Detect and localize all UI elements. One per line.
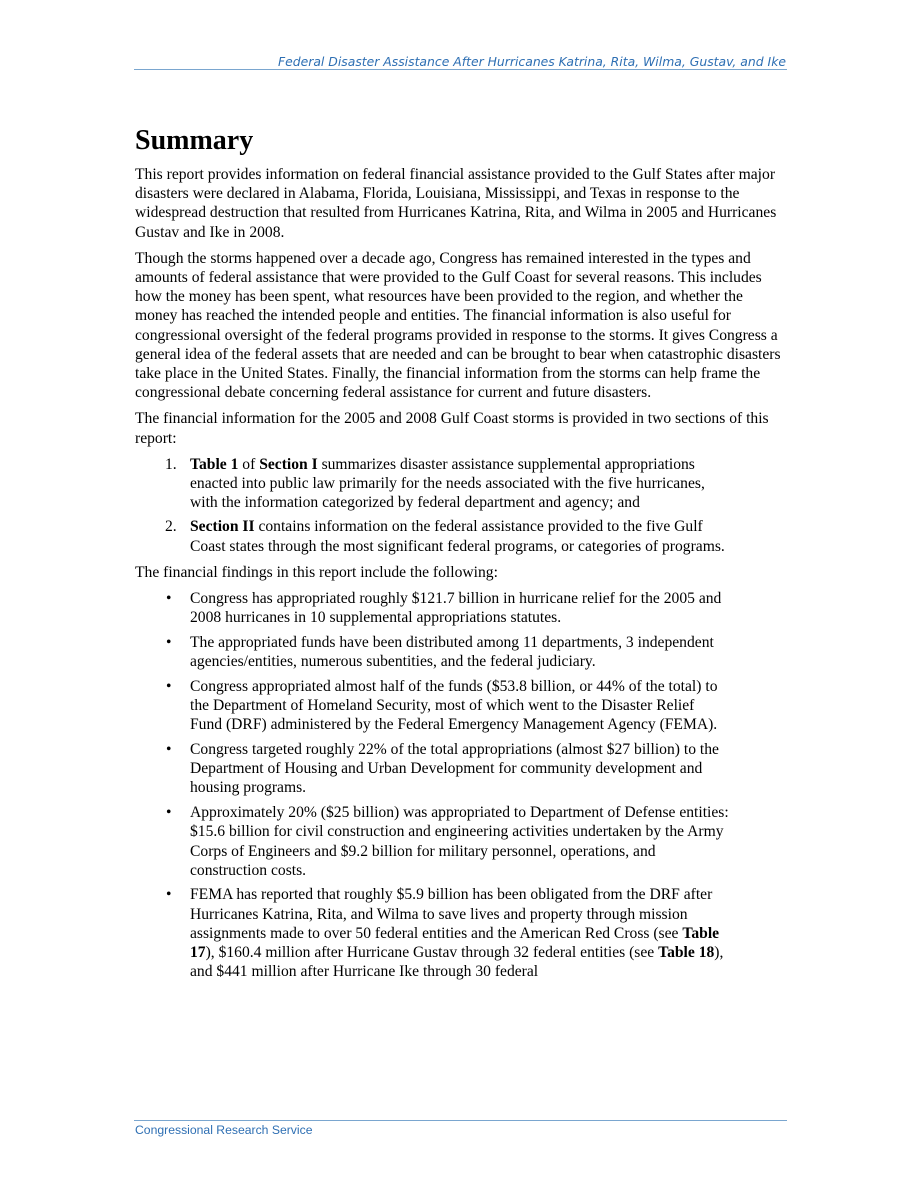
footer-rule bbox=[134, 1120, 787, 1121]
page-title: Summary bbox=[135, 125, 254, 156]
section-reference: Section II bbox=[190, 518, 255, 536]
list-number: 1. bbox=[165, 455, 177, 473]
bullet-text: FEMA has reported that roughly $5.9 billion has been obligated from the DRF after Hurricanes Katrina, Rita, and Wilma to save lives and property through mission assignments made to over 50 federal entities and the American Red Cross (see bbox=[190, 886, 713, 942]
intro-paragraph: This report provides information on federal financial assistance provided to the Gulf States after major disasters were declared in Alabama, Florida, Louisiana, Mississippi, and Texas in response to the widespread destruction that resulted from Hurricanes Katrina, Rita, and Wilma in 2005 and Hurricanes Gustav and Ike in 2008. bbox=[135, 166, 777, 241]
bullet-text: Congress targeted roughly 22% of the total appropriations (almost $27 billion) to the Department of Housing and Urban Development for community development and housing programs. bbox=[190, 740, 719, 797]
list-item bbox=[135, 517, 730, 555]
bullet-icon: • bbox=[166, 804, 172, 822]
findings-list bbox=[135, 589, 787, 981]
bullet-text: Congress has appropriated roughly $121.7 billion in hurricane relief for the 2005 and 2008 hurricanes in 10 supplemental appropriations statutes. bbox=[190, 590, 722, 627]
list-item bbox=[135, 677, 730, 735]
bullet-icon: • bbox=[166, 633, 172, 651]
running-header: Federal Disaster Assistance After Hurricanes Katrina, Rita, Wilma, Gustav, and Ike bbox=[277, 54, 786, 69]
list-item bbox=[135, 455, 730, 513]
bullet-text: ), $160.4 million after Hurricane Gustav through 32 federal entities (see bbox=[205, 944, 659, 962]
table-reference: Table 17 bbox=[190, 924, 720, 962]
section-reference: Section I bbox=[259, 455, 318, 473]
footer-org: Congressional Research Service bbox=[135, 1123, 313, 1137]
context-paragraph: Though the storms happened over a decade ago, Congress has remained interested in the types and amounts of federal assistance that were provided to the Gulf Coast for several reasons. This includes how the money has been spent, what resources have been provided to the region, and whether the money has reached the intended people and entities. The financial information is also useful for congressional oversight of the federal programs provided in response to the storms. It gives Congress a general idea of the federal assets that are needed and can be brought to bear when catastrophic disasters take place in the United States. Finally, the financial information from the storms can help frame the congressional debate concerning federal assistance for current and future disasters. bbox=[135, 249, 781, 402]
bullet-icon: • bbox=[166, 740, 172, 758]
bullet-icon: • bbox=[166, 677, 172, 695]
bullet-text: The appropriated funds have been distributed among 11 departments, 3 independent agencies/entities, numerous subentities, and the federal judiciary. bbox=[190, 633, 714, 671]
list-item bbox=[135, 589, 730, 627]
bullet-text: Congress appropriated almost half of the funds ($53.8 billion, or 44% of the total) to the Department of Homeland Security, most of which went to the Disaster Relief Fund (DRF) administered by the Federal Emergency Management Agency (FEMA). bbox=[190, 677, 718, 734]
sections-list bbox=[135, 455, 787, 556]
list-item bbox=[135, 633, 730, 671]
sections-intro-paragraph: The financial information for the 2005 and 2008 Gulf Coast storms is provided in two sections of this report: bbox=[135, 410, 769, 447]
list-item bbox=[135, 885, 730, 981]
list-text: of bbox=[238, 455, 260, 473]
table-reference: Table 1 bbox=[190, 455, 239, 473]
bullet-icon: • bbox=[166, 886, 172, 904]
bullet-text: Approximately 20% ($25 billion) was appropriated to Department of Defense entities: $15.6 billion for civil construction and engineering activities undertaken by the Army Corps of Engineers and $9.2 billion for military personnel, operations, and construction costs. bbox=[190, 804, 729, 879]
bullet-icon: • bbox=[166, 590, 172, 608]
list-item bbox=[135, 803, 730, 880]
page-body bbox=[135, 124, 787, 988]
header-rule bbox=[134, 69, 787, 70]
bullet-text: ), and $441 million after Hurricane Ike through 30 federal bbox=[190, 944, 724, 981]
list-text: contains information on the federal assistance provided to the five Gulf Coast states through the most significant federal programs, or categories of programs. bbox=[190, 518, 725, 555]
list-number: 2. bbox=[165, 518, 177, 536]
list-text: summarizes disaster assistance supplemental appropriations enacted into public law primarily for the needs associated with the five hurricanes, with the information categorized by federal department and agency; and bbox=[190, 455, 705, 512]
list-item bbox=[135, 740, 730, 798]
findings-intro-paragraph: The financial findings in this report include the following: bbox=[135, 563, 498, 581]
table-reference: Table 18 bbox=[658, 944, 715, 962]
